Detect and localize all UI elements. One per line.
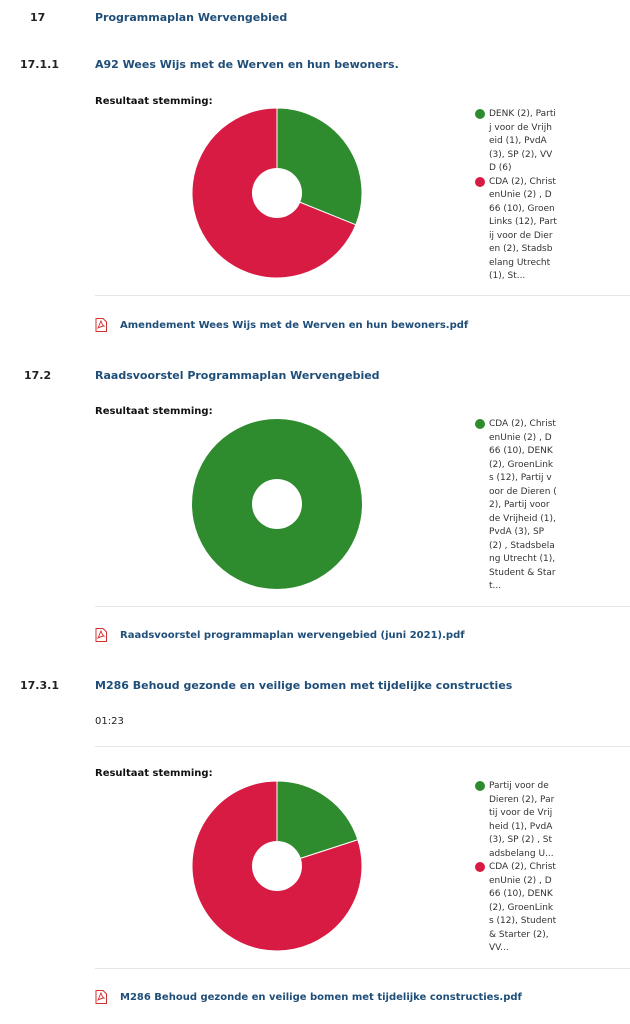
donut-hole xyxy=(252,479,302,529)
donut-hole xyxy=(252,841,302,891)
pdf-file-icon xyxy=(95,628,107,642)
legend-dot-for-icon xyxy=(475,419,485,429)
legend-text: CDA (2), ChristenUnie (2) , D66 (10), GroenLinks (12), Partij voor de Dieren (2), Stadsbelang Utrecht (1), St... xyxy=(489,176,557,281)
pdf-link[interactable]: Amendement Wees Wijs met de Werven en hun bewoners.pdf xyxy=(120,319,469,331)
vote-legend xyxy=(475,780,557,956)
legend-dot-for-icon xyxy=(475,109,485,119)
pdf-link[interactable]: Raadsvoorstel programmaplan wervengebied (juni 2021).pdf xyxy=(120,629,465,641)
item-title[interactable]: A92 Wees Wijs met de Werven en hun bewoners. xyxy=(95,58,399,71)
item-number: 17.1.1 xyxy=(20,58,59,71)
donut-hole xyxy=(252,168,302,218)
result-label: Resultaat stemming: xyxy=(95,768,213,779)
vote-legend xyxy=(475,108,557,284)
divider xyxy=(95,606,630,607)
pdf-link[interactable]: M286 Behoud gezonde en veilige bomen met tijdelijke constructies.pdf xyxy=(120,991,522,1003)
legend-dot-against-icon xyxy=(475,177,485,187)
pdf-attachment[interactable] xyxy=(95,990,522,1004)
result-label: Resultaat stemming: xyxy=(95,406,213,417)
vote-legend xyxy=(475,418,557,594)
vote-donut-chart xyxy=(192,419,362,589)
legend-text: CDA (2), ChristenUnie (2) , D66 (10), DENK (2), GroenLinks (12), Partij voor de Dieren ( 2), Partij voor de Vrijheid (1), PvdA (3), SP (2) , Stadsbelang Utrecht (1), Student & Start... xyxy=(489,419,557,591)
item-number: 17.3.1 xyxy=(20,679,59,692)
divider xyxy=(95,746,630,747)
agenda-title[interactable]: Programmaplan Wervengebied xyxy=(95,11,288,24)
timestamp[interactable]: 01:23 xyxy=(95,716,124,727)
legend-item-against xyxy=(475,861,557,956)
pdf-file-icon xyxy=(95,318,107,332)
legend-item-for xyxy=(475,108,557,176)
divider xyxy=(95,295,630,296)
item-title[interactable]: Raadsvoorstel Programmaplan Wervengebied xyxy=(95,369,380,382)
legend-item-against xyxy=(475,176,557,284)
legend-text: Partij voor de Dieren (2), Partij voor de Vrijheid (1), PvdA (3), SP (2) , Stadsbelang U... xyxy=(489,781,555,859)
pdf-attachment[interactable] xyxy=(95,318,468,332)
legend-text: CDA (2), ChristenUnie (2) , D66 (10), DENK (2), GroenLinks (12), Student & Starter (2), VV... xyxy=(489,862,557,953)
agenda-number: 17 xyxy=(30,11,46,24)
vote-donut-chart xyxy=(192,781,362,951)
legend-text: DENK (2), Partij voor de Vrijheid (1), PvdA (3), SP (2), VVD (6) xyxy=(489,109,556,173)
pdf-attachment[interactable] xyxy=(95,628,465,642)
result-label: Resultaat stemming: xyxy=(95,96,213,107)
legend-dot-against-icon xyxy=(475,862,485,872)
pdf-file-icon xyxy=(95,990,107,1004)
item-title[interactable]: M286 Behoud gezonde en veilige bomen met tijdelijke constructies xyxy=(95,679,513,692)
legend-item-for xyxy=(475,418,557,594)
divider xyxy=(95,968,630,969)
legend-item-for xyxy=(475,780,557,861)
vote-donut-chart xyxy=(192,108,362,278)
legend-dot-for-icon xyxy=(475,781,485,791)
item-number: 17.2 xyxy=(24,369,52,382)
